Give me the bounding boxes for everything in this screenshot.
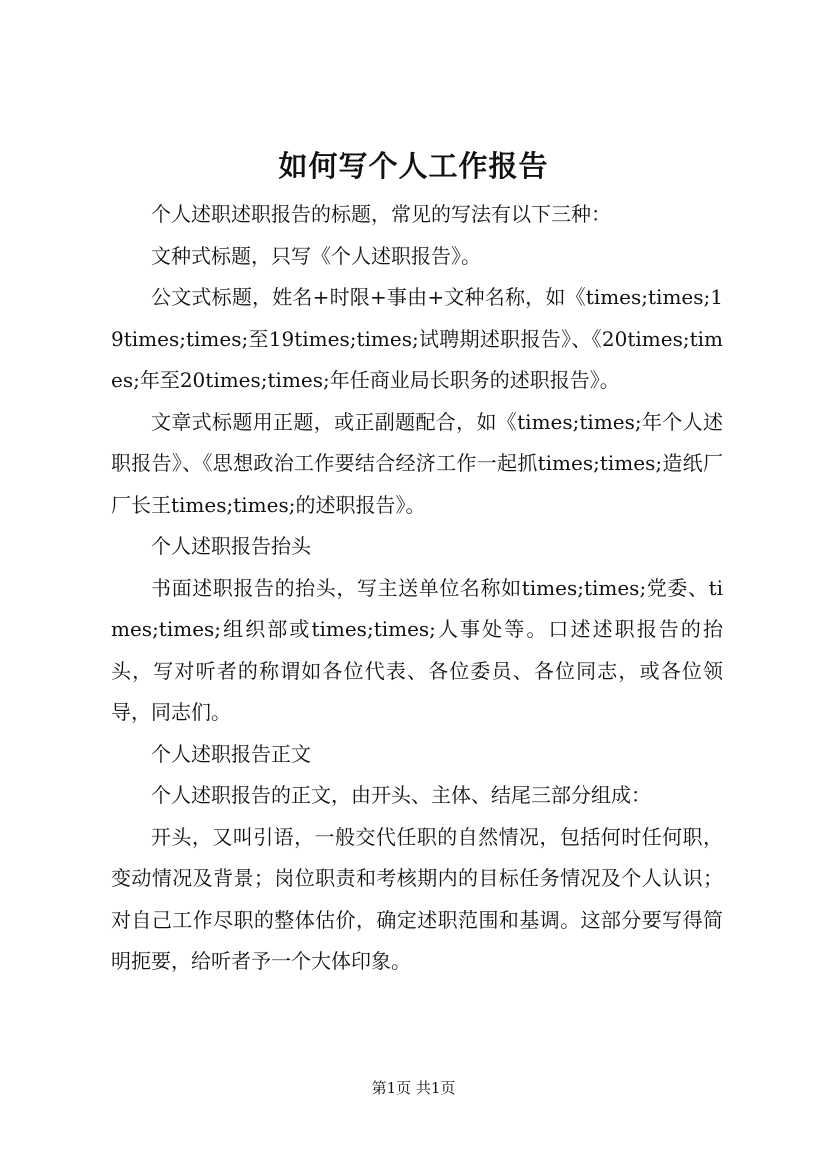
paragraph-title-intro: 个人述职述职报告的标题，常见的写法有以下三种： <box>151 202 611 226</box>
paragraph-official-title: 公文式标题，姓名+时限+事由+文种名称，如《times;times;19times;times;至19times;times;试聘期述职报告》、《20times;times;年至20times;times;年任商业局长职务的述职报告》。 <box>111 285 723 392</box>
paragraph-opening: 开头，又叫引语，一般交代任职的自然情况，包括何时任何职，变动情况及背景；岗位职责和考核期内的目标任务情况及个人认识；对自己工作尽职的整体估价，确定述职范围和基调。这部分要写得简明扼要，给听者予一个大体印象。 <box>111 824 723 973</box>
document-body <box>111 194 723 983</box>
section-heading-salutation: 个人述职报告抬头 <box>151 534 311 558</box>
paragraph-article-title: 文章式标题用正题，或正副题配合，如《times;times;年个人述职报告》、《思想政治工作要结合经济工作一起抓times;times;造纸厂厂长王times;times;的述职报告》。 <box>111 409 723 517</box>
paragraph-salutation: 书面述职报告的抬头，写主送单位名称如times;times;党委、times;times;组织部或times;times;人事处等。口述述职报告的抬头，写对听者的称谓如各位代表、各位委员、各位同志，或各位领导，同志们。 <box>111 575 723 724</box>
paragraph-genre-title: 文种式标题，只写《个人述职报告》。 <box>151 243 481 268</box>
paragraph-body-structure: 个人述职报告的正文，由开头、主体、结尾三部分组成： <box>151 783 651 807</box>
page-footer: 第1页 共1页 <box>371 1079 456 1097</box>
document-title: 如何写个人工作报告 <box>278 149 549 183</box>
section-heading-body: 个人述职报告正文 <box>151 741 311 766</box>
